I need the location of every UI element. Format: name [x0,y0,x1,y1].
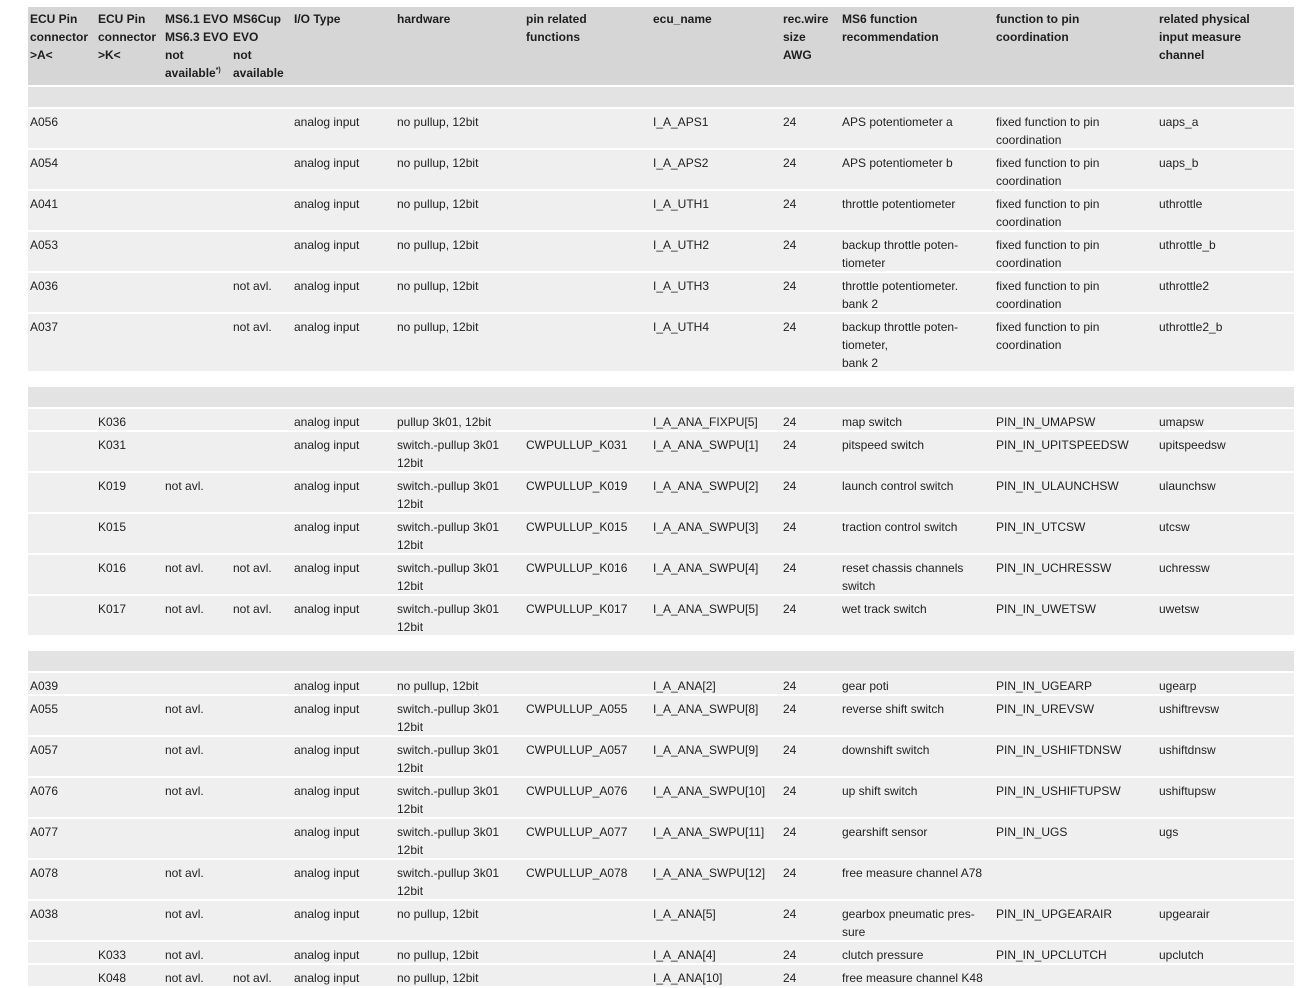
table-header [28,7,1294,87]
cell-measure-channel: uaps_b [1159,156,1199,170]
cell-measure-channel: uthrottle2_b [1159,320,1223,334]
cell-ecu-pin-k: K036 [98,415,127,429]
header-ms61-not-available [165,10,228,82]
cell-ms6cup-avail: not avl. [233,320,272,334]
cell-io-type: analog input [294,520,360,534]
cell-function-to-pin: PIN_IN_UGS [996,825,1068,839]
cell-ecu-name: I_A_ANA_SWPU[11] [653,825,765,839]
cell-function-to-pin: PIN_IN_UPCLUTCH [996,948,1107,962]
cell-function-recommendation: up shift switch [842,784,918,798]
cell-hardware: no pullup, 12bit [397,238,479,252]
header-text: pin related functions [526,12,587,44]
cell-pin-functions: CWPULLUP_A078 [526,866,628,880]
header-function-recommendation [842,10,939,46]
cell-hardware: switch.-pullup 3k01 12bit [397,520,500,552]
cell-hardware: no pullup, 12bit [397,907,479,921]
cell-hardware: no pullup, 12bit [397,115,479,129]
cell-ms61-avail: not avl. [165,602,204,616]
cell-measure-channel: ugearp [1159,679,1197,693]
cell-function-recommendation: clutch pressure [842,948,924,962]
table-body [28,87,1294,988]
cell-function-recommendation: APS potentiometer a [842,115,953,129]
cell-ms6cup-avail: not avl. [233,561,272,575]
cell-function-to-pin: PIN_IN_UTCSW [996,520,1086,534]
cell-ecu-pin-a: A054 [30,156,59,170]
cell-function-recommendation: reset chassis channels switch [842,561,964,593]
header-text: related physical input measure channel [1159,12,1250,62]
table-row [28,432,1294,473]
cell-ecu-name: I_A_UTH3 [653,279,710,293]
cell-ecu-name: I_A_ANA_SWPU[9] [653,743,759,757]
cell-measure-channel: upclutch [1159,948,1204,962]
cell-function-to-pin: fixed function to pin coordination [996,279,1100,311]
cell-io-type: analog input [294,948,360,962]
table-row [28,778,1294,819]
cell-ecu-name: I_A_UTH2 [653,238,710,252]
cell-pin-functions: CWPULLUP_A057 [526,743,628,757]
cell-ecu-pin-a: A036 [30,279,59,293]
cell-function-to-pin: fixed function to pin coordination [996,320,1100,352]
cell-measure-channel: uchressw [1159,561,1210,575]
cell-ecu-name: I_A_ANA[2] [653,679,716,693]
cell-hardware: switch.-pullup 3k01 12bit [397,702,500,734]
cell-io-type: analog input [294,279,360,293]
header-ms6cup-not-available [233,10,284,82]
cell-function-recommendation: reverse shift switch [842,702,945,716]
cell-ecu-name: I_A_ANA_SWPU[3] [653,520,759,534]
cell-io-type: analog input [294,743,360,757]
cell-ecu-pin-a: A038 [30,907,59,921]
cell-function-to-pin: PIN_IN_USHIFTUPSW [996,784,1121,798]
cell-hardware: switch.-pullup 3k01 12bit [397,561,500,593]
table-row [28,232,1294,273]
cell-ms61-avail: not avl. [165,479,204,493]
cell-ecu-pin-a: A039 [30,679,59,693]
cell-hardware: switch.-pullup 3k01 12bit [397,784,500,816]
table-row [28,191,1294,232]
header-text: I/O Type [294,12,341,26]
cell-io-type: analog input [294,415,360,429]
table-row [28,965,1294,988]
cell-function-to-pin: PIN_IN_UMAPSW [996,415,1096,429]
cell-ecu-name: I_A_ANA_SWPU[1] [653,438,759,452]
cell-function-recommendation: wet track switch [842,602,927,616]
cell-measure-channel: upitspeedsw [1159,438,1226,452]
cell-function-to-pin: fixed function to pin coordination [996,115,1100,147]
cell-hardware: switch.-pullup 3k01 12bit [397,825,500,857]
cell-function-recommendation: downshift switch [842,743,930,757]
cell-wire-size: 24 [783,971,797,985]
cell-function-recommendation: gearshift sensor [842,825,928,839]
cell-hardware: no pullup, 12bit [397,279,479,293]
table-row [28,860,1294,901]
header-text: MS6Cup EVO not available [233,12,284,80]
cell-ms6cup-avail: not avl. [233,971,272,985]
cell-wire-size: 24 [783,679,797,693]
cell-measure-channel: uwetsw [1159,602,1200,616]
cell-wire-size: 24 [783,438,797,452]
cell-ecu-name: I_A_UTH4 [653,320,710,334]
cell-function-recommendation: backup throttle poten- tiometer [842,238,959,270]
cell-hardware: switch.-pullup 3k01 12bit [397,866,500,898]
cell-ms61-avail: not avl. [165,971,204,985]
cell-ms61-avail: not avl. [165,784,204,798]
cell-measure-channel: uthrottle [1159,197,1203,211]
cell-hardware: switch.-pullup 3k01 12bit [397,602,500,634]
cell-hardware: no pullup, 12bit [397,971,479,985]
header-io-type [294,10,340,28]
cell-function-to-pin: fixed function to pin coordination [996,197,1100,229]
cell-function-to-pin: fixed function to pin coordination [996,156,1100,188]
cell-ecu-pin-a: A076 [30,784,59,798]
cell-pin-functions: CWPULLUP_K015 [526,520,628,534]
header-text: ECU Pin connector >K< [98,12,157,62]
cell-ecu-pin-a: A041 [30,197,59,211]
cell-function-recommendation: backup throttle poten- tiometer, bank 2 [842,320,959,370]
header-text: MS6.1 EVO MS6.3 EVO not available [165,12,229,80]
table-row [28,673,1294,696]
cell-ms6cup-avail: not avl. [233,279,272,293]
cell-hardware: no pullup, 12bit [397,156,479,170]
table-row [28,273,1294,314]
cell-function-recommendation: launch control switch [842,479,954,493]
cell-wire-size: 24 [783,520,797,534]
header-text: ecu_name [653,12,712,26]
table-row [28,150,1294,191]
cell-ms6cup-avail: not avl. [233,602,272,616]
cell-wire-size: 24 [783,948,797,962]
cell-ecu-pin-k: K017 [98,602,127,616]
cell-wire-size: 24 [783,866,797,880]
cell-function-recommendation: map switch [842,415,903,429]
header-text: MS6 function recommendation [842,12,939,44]
cell-function-to-pin: PIN_IN_USHIFTDNSW [996,743,1122,757]
cell-wire-size: 24 [783,479,797,493]
cell-ecu-name: I_A_ANA_SWPU[8] [653,702,759,716]
header-ecu-pin-a [30,10,88,64]
cell-measure-channel: uthrottle_b [1159,238,1216,252]
cell-io-type: analog input [294,971,360,985]
header-text: ECU Pin connector >A< [30,12,89,62]
cell-function-to-pin: fixed function to pin coordination [996,238,1100,270]
table-row [28,819,1294,860]
cell-hardware: switch.-pullup 3k01 12bit [397,743,500,775]
cell-ecu-name: I_A_ANA[4] [653,948,716,962]
cell-ecu-pin-a: A077 [30,825,59,839]
cell-measure-channel: ushiftrevsw [1159,702,1220,716]
cell-function-recommendation: free measure channel A78 [842,866,983,880]
section-divider [28,651,1294,673]
cell-ms61-avail: not avl. [165,907,204,921]
cell-measure-channel: ushiftdnsw [1159,743,1216,757]
cell-ecu-pin-a: A078 [30,866,59,880]
table-row [28,942,1294,965]
section-gap [28,637,1294,651]
cell-ms61-avail: not avl. [165,743,204,757]
header-hardware [397,10,450,28]
cell-wire-size: 24 [783,156,797,170]
cell-hardware: no pullup, 12bit [397,197,479,211]
cell-ecu-pin-k: K015 [98,520,127,534]
cell-ecu-pin-a: A057 [30,743,59,757]
section-gap [28,373,1294,387]
cell-ecu-name: I_A_ANA[10] [653,971,723,985]
table-row [28,737,1294,778]
cell-io-type: analog input [294,784,360,798]
cell-wire-size: 24 [783,279,797,293]
cell-function-recommendation: free measure channel K48 [842,971,983,985]
cell-pin-functions: CWPULLUP_A076 [526,784,628,798]
cell-ms61-avail: not avl. [165,948,204,962]
header-text: rec.wire size AWG [783,12,829,62]
cell-io-type: analog input [294,825,360,839]
cell-measure-channel: uaps_a [1159,115,1199,129]
header-ecu-pin-k [98,10,156,64]
cell-function-to-pin: PIN_IN_UGEARP [996,679,1093,693]
table-row [28,473,1294,514]
cell-measure-channel: upgearair [1159,907,1210,921]
cell-ecu-pin-k: K016 [98,561,127,575]
cell-ecu-pin-a: A056 [30,115,59,129]
cell-ecu-pin-a: A037 [30,320,59,334]
table-row [28,696,1294,737]
cell-wire-size: 24 [783,415,797,429]
cell-wire-size: 24 [783,238,797,252]
header-text: function to pin coordination [996,12,1080,44]
table-row [28,901,1294,942]
cell-ms61-avail: not avl. [165,702,204,716]
cell-function-to-pin: PIN_IN_UREVSW [996,702,1095,716]
cell-io-type: analog input [294,866,360,880]
cell-io-type: analog input [294,320,360,334]
cell-io-type: analog input [294,702,360,716]
cell-function-recommendation: pitspeed switch [842,438,925,452]
cell-ecu-name: I_A_APS1 [653,115,709,129]
cell-hardware: pullup 3k01, 12bit [397,415,492,429]
cell-measure-channel: ushiftupsw [1159,784,1216,798]
cell-function-recommendation: gearbox pneumatic pres- sure [842,907,975,939]
cell-wire-size: 24 [783,702,797,716]
cell-function-to-pin: PIN_IN_UCHRESSW [996,561,1112,575]
cell-ecu-name: I_A_ANA_FIXPU[5] [653,415,758,429]
cell-wire-size: 24 [783,907,797,921]
cell-io-type: analog input [294,907,360,921]
cell-io-type: analog input [294,197,360,211]
cell-ecu-name: I_A_ANA_SWPU[4] [653,561,759,575]
cell-pin-functions: CWPULLUP_K017 [526,602,628,616]
table-row [28,109,1294,150]
cell-io-type: analog input [294,479,360,493]
cell-ms61-avail: not avl. [165,866,204,880]
header-function-to-pin [996,10,1079,46]
cell-io-type: analog input [294,679,360,693]
cell-function-recommendation: gear poti [842,679,889,693]
cell-measure-channel: ulaunchsw [1159,479,1216,493]
header-ecu-name [653,10,712,28]
cell-ecu-name: I_A_ANA_SWPU[5] [653,602,759,616]
cell-pin-functions: CWPULLUP_A055 [526,702,628,716]
cell-hardware: switch.-pullup 3k01 12bit [397,438,500,470]
cell-wire-size: 24 [783,825,797,839]
table-row [28,596,1294,637]
cell-ecu-pin-k: K048 [98,971,127,985]
cell-pin-functions: CWPULLUP_K031 [526,438,628,452]
cell-function-to-pin: PIN_IN_UPGEARAIR [996,907,1113,921]
cell-wire-size: 24 [783,197,797,211]
cell-ecu-name: I_A_UTH1 [653,197,710,211]
cell-measure-channel: uthrottle2 [1159,279,1210,293]
cell-wire-size: 24 [783,320,797,334]
section-divider [28,387,1294,409]
cell-hardware: switch.-pullup 3k01 12bit [397,479,500,511]
cell-measure-channel: ugs [1159,825,1179,839]
cell-ecu-name: I_A_ANA_SWPU[12] [653,866,766,880]
cell-wire-size: 24 [783,115,797,129]
section-divider [28,87,1294,109]
cell-wire-size: 24 [783,561,797,575]
cell-io-type: analog input [294,156,360,170]
footnote-mark: *) [215,67,221,74]
table-row [28,514,1294,555]
cell-io-type: analog input [294,438,360,452]
cell-pin-functions: CWPULLUP_K016 [526,561,628,575]
cell-pin-functions: CWPULLUP_K019 [526,479,628,493]
cell-ecu-pin-k: K031 [98,438,127,452]
cell-io-type: analog input [294,115,360,129]
header-text: hardware [397,12,451,26]
cell-io-type: analog input [294,602,360,616]
cell-io-type: analog input [294,561,360,575]
cell-ecu-pin-k: K019 [98,479,127,493]
header-wire-size [783,10,828,64]
cell-wire-size: 24 [783,602,797,616]
table-row [28,555,1294,596]
table-row [28,314,1294,373]
pin-table [28,7,1294,988]
cell-hardware: no pullup, 12bit [397,948,479,962]
cell-measure-channel: utcsw [1159,520,1190,534]
cell-ecu-name: I_A_ANA[5] [653,907,716,921]
cell-ecu-pin-a: A053 [30,238,59,252]
cell-pin-functions: CWPULLUP_A077 [526,825,628,839]
cell-ms61-avail: not avl. [165,561,204,575]
header-pin-related-functions [526,10,587,46]
cell-hardware: no pullup, 12bit [397,320,479,334]
cell-function-to-pin: PIN_IN_UPITSPEEDSW [996,438,1129,452]
cell-hardware: no pullup, 12bit [397,679,479,693]
cell-ecu-pin-a: A055 [30,702,59,716]
cell-wire-size: 24 [783,743,797,757]
cell-ecu-name: I_A_ANA_SWPU[10] [653,784,766,798]
cell-function-to-pin: PIN_IN_ULAUNCHSW [996,479,1119,493]
cell-ecu-name: I_A_APS2 [653,156,709,170]
cell-ecu-pin-k: K033 [98,948,127,962]
cell-function-recommendation: throttle potentiometer [842,197,956,211]
header-measure-channel [1159,10,1250,64]
cell-function-to-pin: PIN_IN_UWETSW [996,602,1097,616]
cell-function-recommendation: APS potentiometer b [842,156,953,170]
cell-io-type: analog input [294,238,360,252]
cell-function-recommendation: traction control switch [842,520,958,534]
cell-measure-channel: umapsw [1159,415,1204,429]
cell-wire-size: 24 [783,784,797,798]
table-row [28,409,1294,432]
cell-function-recommendation: throttle potentiometer. bank 2 [842,279,959,311]
cell-ecu-name: I_A_ANA_SWPU[2] [653,479,759,493]
